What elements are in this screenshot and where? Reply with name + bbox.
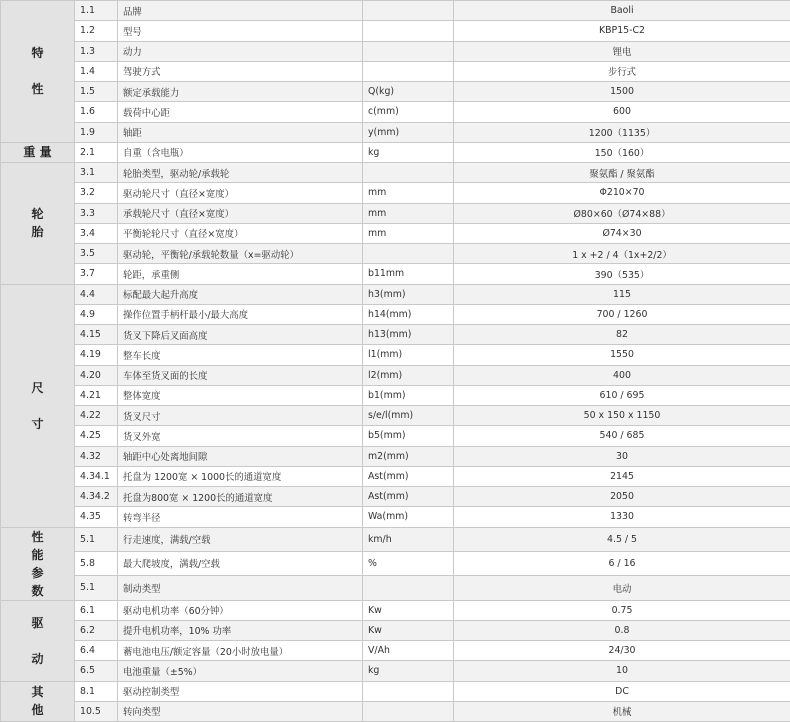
- spec-row: [1, 507, 790, 527]
- spec-value: 10: [454, 661, 790, 681]
- spec-name: 驱动电机功率（60分钟）: [118, 600, 363, 620]
- spec-row: [1, 551, 790, 575]
- group-label: [1, 681, 75, 722]
- spec-row: [1, 142, 790, 162]
- spec-code: 4.4: [75, 284, 118, 304]
- spec-code: 4.34.1: [75, 466, 118, 486]
- spec-name: 转弯半径: [118, 507, 363, 527]
- spec-unit: [363, 163, 454, 183]
- spec-row: [1, 641, 790, 661]
- spec-unit: m2(mm): [363, 446, 454, 466]
- spec-code: 3.3: [75, 203, 118, 223]
- spec-value: 电动: [454, 576, 790, 600]
- spec-value: 540 / 685: [454, 426, 790, 446]
- spec-row: [1, 21, 790, 41]
- spec-row: [1, 385, 790, 405]
- group-label: [1, 527, 75, 600]
- spec-unit: b5(mm): [363, 426, 454, 446]
- group-label-text: 重 量: [23, 143, 51, 161]
- spec-value: 610 / 695: [454, 385, 790, 405]
- spec-code: 4.35: [75, 507, 118, 527]
- group-label-text: 驱 动: [31, 614, 43, 668]
- spec-row: [1, 203, 790, 223]
- spec-value: 600: [454, 102, 790, 122]
- spec-value: Ø80×60（Ø74×88）: [454, 203, 790, 223]
- spec-unit: %: [363, 551, 454, 575]
- spec-name: 操作位置手柄杆最小/最大高度: [118, 304, 363, 324]
- spec-row: [1, 61, 790, 81]
- spec-code: 5.1: [75, 576, 118, 600]
- spec-value: Baoli: [454, 1, 790, 21]
- spec-unit: [363, 21, 454, 41]
- spec-code: 1.9: [75, 122, 118, 142]
- spec-row: [1, 446, 790, 466]
- spec-unit: s/e/l(mm): [363, 406, 454, 426]
- spec-code: 4.32: [75, 446, 118, 466]
- spec-value: 4.5 / 5: [454, 527, 790, 551]
- spec-name: 轮距，承重侧: [118, 264, 363, 284]
- spec-row: [1, 681, 790, 701]
- spec-unit: V/Ah: [363, 641, 454, 661]
- spec-value: Ø74×30: [454, 223, 790, 243]
- spec-row: [1, 487, 790, 507]
- spec-unit: Kw: [363, 600, 454, 620]
- spec-code: 4.25: [75, 426, 118, 446]
- spec-unit: Q(kg): [363, 82, 454, 102]
- spec-unit: km/h: [363, 527, 454, 551]
- spec-code: 4.22: [75, 406, 118, 426]
- group-label: [1, 142, 75, 162]
- spec-name: 动力: [118, 41, 363, 61]
- spec-row: [1, 406, 790, 426]
- spec-name: 蓄电池电压/额定容量（20小时放电量）: [118, 641, 363, 661]
- spec-unit: [363, 1, 454, 21]
- spec-name: 承载轮尺寸（直径×宽度）: [118, 203, 363, 223]
- spec-name: 车体至货叉面的长度: [118, 365, 363, 385]
- spec-value: 1330: [454, 507, 790, 527]
- spec-name: 额定承载能力: [118, 82, 363, 102]
- spec-unit: b11mm: [363, 264, 454, 284]
- spec-code: 5.8: [75, 551, 118, 575]
- spec-value: 2145: [454, 466, 790, 486]
- spec-code: 1.6: [75, 102, 118, 122]
- spec-row: [1, 102, 790, 122]
- spec-code: 6.4: [75, 641, 118, 661]
- spec-value: DC: [454, 681, 790, 701]
- spec-row: [1, 701, 790, 721]
- spec-value: 1200（1135）: [454, 122, 790, 142]
- spec-unit: h13(mm): [363, 325, 454, 345]
- spec-value: 0.75: [454, 600, 790, 620]
- spec-name: 轮胎类型，驱动轮/承载轮: [118, 163, 363, 183]
- spec-name: 货叉下降后叉面高度: [118, 325, 363, 345]
- spec-value: 2050: [454, 487, 790, 507]
- spec-unit: [363, 61, 454, 81]
- group-label-text: 其 他: [31, 683, 43, 719]
- spec-code: 6.1: [75, 600, 118, 620]
- spec-name: 自重（含电瓶）: [118, 142, 363, 162]
- spec-value: 聚氨酯 / 聚氨酯: [454, 163, 790, 183]
- spec-code: 3.2: [75, 183, 118, 203]
- spec-code: 3.5: [75, 244, 118, 264]
- spec-name: 货叉尺寸: [118, 406, 363, 426]
- spec-code: 8.1: [75, 681, 118, 701]
- group-label: [1, 163, 75, 285]
- spec-name: 托盘为800宽 × 1200长的通道宽度: [118, 487, 363, 507]
- group-label: [1, 1, 75, 143]
- spec-unit: mm: [363, 203, 454, 223]
- spec-value: 50 x 150 x 1150: [454, 406, 790, 426]
- spec-row: [1, 620, 790, 640]
- spec-row: [1, 466, 790, 486]
- spec-row: [1, 183, 790, 203]
- spec-table-body: [1, 1, 790, 722]
- spec-name: 品牌: [118, 1, 363, 21]
- spec-value: 82: [454, 325, 790, 345]
- spec-code: 4.19: [75, 345, 118, 365]
- spec-code: 1.2: [75, 21, 118, 41]
- spec-unit: Ast(mm): [363, 487, 454, 507]
- spec-name: 提升电机功率，10% 功率: [118, 620, 363, 640]
- spec-value: 400: [454, 365, 790, 385]
- spec-unit: [363, 244, 454, 264]
- spec-code: 1.3: [75, 41, 118, 61]
- spec-row: [1, 661, 790, 681]
- spec-code: 4.20: [75, 365, 118, 385]
- spec-name: 标配最大起升高度: [118, 284, 363, 304]
- spec-name: 轴距: [118, 122, 363, 142]
- spec-name: 电池重量（±5%）: [118, 661, 363, 681]
- spec-name: 货叉外宽: [118, 426, 363, 446]
- spec-code: 3.1: [75, 163, 118, 183]
- spec-name: 驱动轮尺寸（直径×宽度）: [118, 183, 363, 203]
- spec-name: 最大爬坡度，满载/空载: [118, 551, 363, 575]
- spec-code: 3.7: [75, 264, 118, 284]
- spec-name: 整体宽度: [118, 385, 363, 405]
- spec-unit: b1(mm): [363, 385, 454, 405]
- spec-row: [1, 527, 790, 551]
- spec-row: [1, 163, 790, 183]
- spec-unit: Kw: [363, 620, 454, 640]
- spec-value: 机械: [454, 701, 790, 721]
- spec-code: 4.34.2: [75, 487, 118, 507]
- spec-unit: kg: [363, 142, 454, 162]
- spec-unit: mm: [363, 183, 454, 203]
- spec-row: [1, 264, 790, 284]
- spec-name: 行走速度，满载/空载: [118, 527, 363, 551]
- spec-row: [1, 325, 790, 345]
- spec-value: 锂电: [454, 41, 790, 61]
- spec-unit: [363, 701, 454, 721]
- spec-row: [1, 365, 790, 385]
- group-label: [1, 284, 75, 527]
- spec-name: 轴距中心处离地间隙: [118, 446, 363, 466]
- spec-value: 1500: [454, 82, 790, 102]
- spec-row: [1, 345, 790, 365]
- spec-name: 驱动轮，平衡轮/承载轮数量（x=驱动轮）: [118, 244, 363, 264]
- spec-unit: c(mm): [363, 102, 454, 122]
- spec-unit: Ast(mm): [363, 466, 454, 486]
- spec-name: 型号: [118, 21, 363, 41]
- spec-code: 6.2: [75, 620, 118, 640]
- spec-unit: [363, 41, 454, 61]
- spec-row: [1, 284, 790, 304]
- spec-unit: Wa(mm): [363, 507, 454, 527]
- spec-unit: [363, 576, 454, 600]
- spec-unit: [363, 681, 454, 701]
- spec-unit: kg: [363, 661, 454, 681]
- spec-unit: l2(mm): [363, 365, 454, 385]
- spec-row: [1, 1, 790, 21]
- spec-value: 24/30: [454, 641, 790, 661]
- spec-code: 4.15: [75, 325, 118, 345]
- spec-row: [1, 600, 790, 620]
- spec-row: [1, 41, 790, 61]
- spec-name: 制动类型: [118, 576, 363, 600]
- spec-unit: y(mm): [363, 122, 454, 142]
- spec-value: Φ210×70: [454, 183, 790, 203]
- group-label-text: 尺 寸: [31, 379, 43, 433]
- spec-code: 1.1: [75, 1, 118, 21]
- spec-row: [1, 576, 790, 600]
- spec-name: 转向类型: [118, 701, 363, 721]
- group-label-text: 特 性: [31, 44, 43, 98]
- spec-row: [1, 244, 790, 264]
- spec-name: 整车长度: [118, 345, 363, 365]
- spec-row: [1, 223, 790, 243]
- spec-code: 1.5: [75, 82, 118, 102]
- spec-value: 1550: [454, 345, 790, 365]
- spec-code: 6.5: [75, 661, 118, 681]
- spec-value: 390（535）: [454, 264, 790, 284]
- spec-code: 5.1: [75, 527, 118, 551]
- spec-code: 4.21: [75, 385, 118, 405]
- spec-code: 4.9: [75, 304, 118, 324]
- group-label: [1, 600, 75, 681]
- spec-value: 1 x +2 / 4（1x+2/2）: [454, 244, 790, 264]
- spec-value: 6 / 16: [454, 551, 790, 575]
- group-label-text: 性 能 参 数: [31, 528, 43, 600]
- spec-name: 驾驶方式: [118, 61, 363, 81]
- spec-value: 700 / 1260: [454, 304, 790, 324]
- spec-code: 3.4: [75, 223, 118, 243]
- spec-value: 步行式: [454, 61, 790, 81]
- spec-code: 1.4: [75, 61, 118, 81]
- spec-name: 托盘为 1200宽 × 1000长的通道宽度: [118, 466, 363, 486]
- spec-value: 0.8: [454, 620, 790, 640]
- spec-code: 10.5: [75, 701, 118, 721]
- spec-unit: mm: [363, 223, 454, 243]
- spec-value: 115: [454, 284, 790, 304]
- spec-row: [1, 426, 790, 446]
- spec-name: 平衡轮轮尺寸（直径×宽度）: [118, 223, 363, 243]
- spec-name: 载荷中心距: [118, 102, 363, 122]
- spec-unit: h3(mm): [363, 284, 454, 304]
- spec-value: 30: [454, 446, 790, 466]
- spec-value: 150（160）: [454, 142, 790, 162]
- spec-unit: h14(mm): [363, 304, 454, 324]
- spec-unit: l1(mm): [363, 345, 454, 365]
- spec-row: [1, 122, 790, 142]
- spec-name: 驱动控制类型: [118, 681, 363, 701]
- spec-code: 2.1: [75, 142, 118, 162]
- spec-value: KBP15-C2: [454, 21, 790, 41]
- spec-row: [1, 304, 790, 324]
- group-label-text: 轮 胎: [31, 205, 43, 241]
- spec-row: [1, 82, 790, 102]
